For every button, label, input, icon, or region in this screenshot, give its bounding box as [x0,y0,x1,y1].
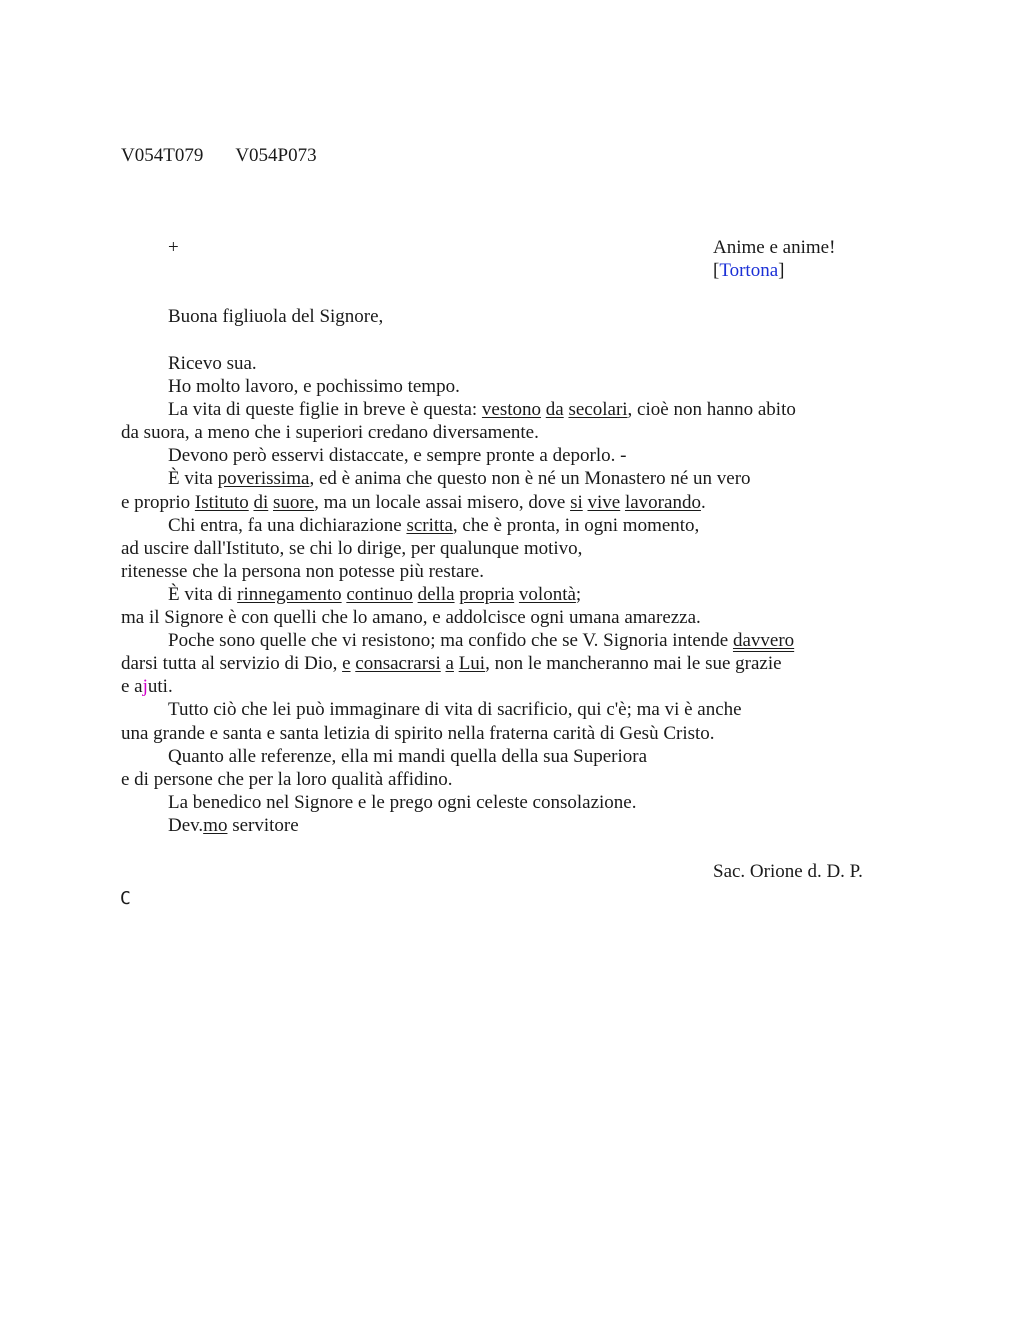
document-codes [121,144,317,167]
text-run: Poche sono quelle che vi resistono; ma confido che se V. Signoria intende [168,630,733,652]
paragraph-line: ritenesse che la persona non potesse più restare. [121,560,484,582]
text-run: e proprio [121,491,195,513]
underlined-word: a [445,653,454,675]
paragraph-line [121,514,881,537]
underlined-word: da [545,399,564,421]
text-run: uti. [147,676,173,698]
underlined-word: di [253,491,269,513]
text-run: La vita di queste figlie in breve è questa: [168,399,482,421]
paragraph-line: una grande e santa e santa letizia di spirito nella fraterna carità di Gesù Cristo. [121,722,715,744]
paragraph-line [121,629,881,652]
paragraph-line [121,491,881,514]
underlined-word: lavorando [624,491,701,513]
text-run: , ma un locale assai misero, dove [314,491,571,513]
paragraph-line: Quanto alle referenze, ella mi mandi quella della sua Superiora [168,745,648,767]
place-bracket-open: [ [713,260,720,281]
closing-line [121,814,881,837]
place-name: Tortona [719,260,779,281]
text-run: Dev. [168,814,204,836]
footer-mark: C [120,888,131,909]
underlined-word: scritta [406,514,453,536]
text-run: , non le mancheranno mai le sue grazie [485,653,782,675]
underlined-word: secolari [568,399,628,421]
place-line [713,259,835,282]
underlined-word: consacrarsi [355,653,441,675]
paragraph-line: ma il Signore è con quelli che lo amano, e addolcisce ogni umana amarezza. [121,607,701,629]
paragraph-line: Ricevo sua. [168,353,257,374]
text-run: È vita [168,468,218,490]
paragraph-line [121,467,881,490]
paragraph-line [121,675,881,698]
underlined-word: suore [273,491,315,513]
text-run: , ed è anima che questo non è né un Monastero né un vero [309,468,751,490]
volume-code: V054T079 [121,145,204,166]
signature: Sac. Orione d. D. P. [713,861,863,882]
underlined-word: Lui [458,653,486,675]
greeting: Buona figliuola del Signore, [168,306,384,327]
letter-body [121,352,881,837]
underlined-word: propria [459,583,515,605]
text-run: È vita di [168,583,238,605]
paragraph-line [121,398,881,421]
text-run: darsi tutta al servizio di Dio, [121,653,343,675]
paragraph-line: Ho molto lavoro, e pochissimo tempo. [168,376,460,398]
text-run: . [700,491,706,513]
paragraph-line: ad uscire dall'Istituto, se chi lo dirige, per qualunque motivo, [121,537,583,559]
underlined-word: poverissima [217,468,310,490]
text-run: servitore [227,814,299,836]
double-underlined-word: davvero [732,630,795,652]
highlighted-letter: j [142,676,148,698]
underlined-word: volontà [518,583,576,605]
text-run: , che è pronta, in ogni momento, [452,514,700,536]
text-run: ; [575,583,582,605]
text-run: Chi entra, fa una dichiarazione [168,514,407,536]
underlined-word: si [570,491,583,513]
page-code: V054P073 [235,145,317,166]
paragraph-line: Devono però esservi distaccate, e sempre pronte a deporlo. - [168,445,627,467]
paragraph-line [121,652,881,675]
underlined-word: vestono [481,399,542,421]
paragraph-line: e di persone che per la loro qualità affidino. [121,768,453,790]
place-bracket-close: ] [778,260,785,281]
text-run: e a [121,676,143,698]
motto: Anime e anime! [713,237,836,258]
underlined-word: rinnegamento [237,583,342,605]
underlined-word: mo [203,814,228,836]
paragraph-line: da suora, a meno che i superiori credano diversamente. [121,422,539,444]
paragraph-line [121,583,881,606]
underlined-word: Istituto [194,491,249,513]
underlined-word: continuo [346,583,413,605]
underlined-word: vive [587,491,621,513]
paragraph-line: La benedico nel Signore e le prego ogni celeste consolazione. [168,791,637,813]
paragraph-line: Tutto ciò che lei può immaginare di vita di sacrificio, qui c'è; ma vi è anche [168,699,742,721]
underlined-word: della [417,583,455,605]
text-run: , cioè non hanno abito [627,399,796,421]
underlined-word: e [342,653,351,675]
letterhead-block [713,236,835,282]
cross-mark: + [168,237,179,258]
